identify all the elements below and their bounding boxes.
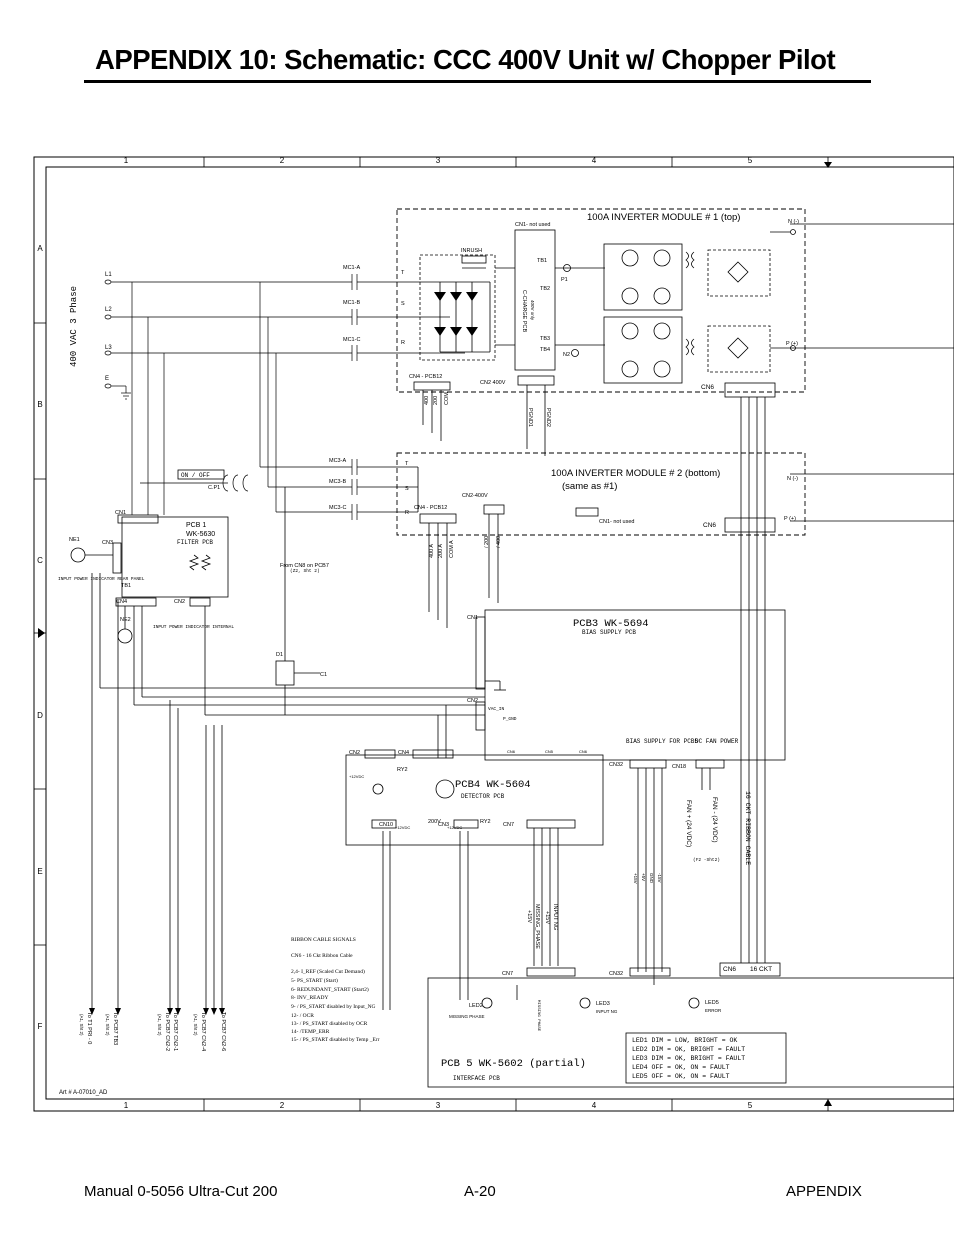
cp1-label: C.P1 (208, 485, 221, 491)
pcb4-cn10: CN10 (379, 822, 394, 828)
destination-label: To PCB7 CN2-4 (200, 1012, 206, 1052)
grid-col-label: 1 (123, 1101, 129, 1110)
page-title: APPENDIX 10: Schematic: CCC 400V Unit w/ Chopper Pilot (95, 44, 836, 75)
grid-col-label: 1 (123, 156, 129, 165)
pcb4-12v: +12VDC (447, 825, 463, 830)
pcb3-cn18: CN18 (672, 764, 687, 770)
ne1-note: INPUT POWER INDICATOR REAR PANEL (58, 577, 145, 582)
pcb3-cn32: CN32 (609, 762, 624, 768)
module2-title: 100A INVERTER MODULE # 2 (bottom) (551, 468, 721, 479)
art-number: Art # A-07010_AD (59, 1090, 108, 1096)
cn7-signal: INPUT NG (552, 904, 558, 931)
module1-outline (397, 209, 805, 392)
led-legend-row: LED1 DIM = LOW, BRIGHT = OK (632, 1037, 738, 1044)
pcb3-title: PCB3 WK-5694 (573, 618, 649, 630)
pcb1-tb1: TB1 (121, 583, 132, 589)
rail-label: +5V (641, 873, 646, 882)
destination-label: To PCB7 CN2-1 (172, 1012, 178, 1052)
pcb1-sub: FILTER PCB (177, 539, 214, 546)
pcb5-sub: INTERFACE PCB (453, 1075, 500, 1082)
grid-row-label: C (37, 556, 43, 565)
signals-subtitle: CN6 - 16 Ckt Ribbon Cable (291, 953, 353, 959)
vac-in-label: VAC_IN (488, 707, 505, 712)
signal-item: 6- REDUNDANT_START (Start2) (291, 987, 369, 993)
contactor-label: MC1-B (343, 300, 361, 306)
destination-label: To T1 PRI - 0 (86, 1012, 92, 1045)
signal-item: 2,4- I_REF (Scaled Cut Demand) (291, 969, 365, 975)
module1-cn6: CN6 (701, 384, 715, 391)
pgnd-label: P_GND (503, 717, 517, 722)
destination-label: To PCB7 TB3 (112, 1012, 118, 1046)
phase-label: T (401, 270, 405, 276)
pcb1-circuit (71, 470, 485, 1010)
grid-row-label: D (37, 711, 43, 720)
tap-label: COM A (449, 540, 455, 558)
signal-item: 9- / PS_START disabled by Input_NG (291, 1004, 376, 1010)
pcb3-cn1: CN1 (467, 615, 479, 621)
signal-item: 8- INV_READY (291, 995, 329, 1001)
fan-ref: (F2 -Sht2) (693, 858, 721, 863)
pcb1-cn4: CN4 (116, 599, 128, 605)
module1-p-terminal: P (+) (786, 341, 798, 347)
pcb3-cn-small: CN6 (579, 749, 588, 754)
pcb4-12v: +12VDC (395, 825, 411, 830)
cn7-signal: +15V (526, 910, 532, 923)
c1-label: C1 (320, 672, 328, 678)
pcb1-cn2: CN2 (174, 599, 186, 605)
pcb4-cn7: CN7 (503, 822, 515, 828)
module1-cn2: CN2 400V (480, 380, 506, 386)
pcb3-cn2: CN2 (467, 698, 479, 704)
grid-col-label: 5 (747, 156, 753, 165)
pcb3-cn-small: CN5 (545, 749, 554, 754)
pcb5-note: MISSING PHASE (536, 1000, 540, 1032)
pgnd-label: PGND1 (527, 408, 533, 427)
phase-label: S (401, 301, 405, 307)
pcb4-ry2b: RY2 (480, 819, 491, 825)
pcb3-circuit (476, 610, 785, 985)
module1-n-terminal: N (-) (788, 219, 799, 225)
pcb1-cn3: CN3 (102, 540, 114, 546)
grid-col-label: 5 (747, 1101, 753, 1110)
module1-tb4: TB4 (540, 347, 551, 353)
led-legend-row: LED3 DIM = OK, BRIGHT = FAULT (632, 1055, 746, 1062)
charge-pcb-sub: 400V only (530, 300, 535, 321)
frame-outer (34, 157, 954, 1111)
from-cn8-label: From CN8 on PCB7 (280, 563, 329, 569)
contactor-label: MC1-A (343, 265, 361, 271)
pgnd-label: PGND2 (545, 408, 551, 427)
onoff-label: ON / OFF (181, 472, 210, 479)
grid-col-label: 2 (279, 156, 285, 165)
module2-cn1: CN1- not used (599, 519, 635, 525)
module1-tb2: TB2 (540, 286, 551, 292)
module1-n2: N2 (563, 352, 571, 358)
pcb4-sub: DETECTOR PCB (461, 793, 505, 800)
tap-label: / 200 (484, 535, 490, 548)
signal-item: 13- / PS_START disabled by OCR (291, 1021, 368, 1027)
tap-label: 400 A (429, 543, 435, 558)
d1-label: D1 (276, 652, 284, 658)
grid-ticks (34, 157, 828, 1111)
ne2-label: NE2 (120, 617, 131, 623)
cn7-signal: MISSING_PHASE (534, 904, 540, 949)
destination-sub: (A1, Sht 2) (193, 1014, 198, 1036)
destination-label: To PCB7 CN2-6 (220, 1012, 226, 1052)
module1-cn1: CN1- not used (515, 222, 551, 228)
line-label-l3: L3 (105, 345, 112, 351)
grid-row-label: F (37, 1022, 43, 1031)
ne1-label: NE1 (69, 537, 80, 543)
frame-inner (46, 167, 954, 1099)
phase-label: R (405, 510, 409, 516)
grid-row-label: E (37, 867, 43, 876)
module1-title: 100A INVERTER MODULE # 1 (top) (587, 212, 741, 223)
ribbon-ckt: 16 CKT (750, 966, 773, 973)
line-label-l1: L1 (105, 272, 112, 278)
ribbon-cn6: CN6 (723, 966, 737, 973)
led5-label: LED5 (705, 1000, 719, 1006)
module1-cn4: CN4 - PCB12 (409, 374, 443, 380)
pcb4-circuit (346, 705, 603, 1010)
led2-sub: MISSING PHASE (449, 1014, 485, 1019)
pcb1-title: PCB 1 (186, 522, 207, 529)
tap-label: 200 A (438, 543, 444, 558)
inrush-label: INRUSH (461, 248, 483, 254)
pcb4-12v: +12VDC (349, 774, 365, 779)
pcb4-200v: 200V (428, 819, 441, 825)
fan-minus-label: FAN - (24 VDC) (711, 797, 718, 843)
grid-col-label: 4 (591, 1101, 597, 1110)
signal-item: 14- /TEMP_ERR (291, 1029, 330, 1035)
grid-col-label: 4 (591, 156, 597, 165)
signal-item: 5- PS_START (Start) (291, 978, 338, 984)
fan-plus-label: FAN + (24 VDC) (685, 800, 692, 848)
line-label-l2: L2 (105, 307, 112, 313)
ne2-note: INPUT POWER INDICATOR INTERNAL (153, 625, 235, 630)
pcb4-ry2: RY2 (397, 767, 408, 773)
contactor-label: MC3-C (329, 505, 347, 511)
destination-sub: (A1, Sht 2) (79, 1014, 84, 1036)
rail-label: -15V (657, 873, 662, 883)
rail-label: GND (649, 873, 654, 883)
module1-circuit (414, 230, 796, 964)
bias-note: BIAS SUPPLY FOR PCB5 (626, 738, 699, 745)
from-cn8-sub: (Z2, Sht 2) (290, 569, 320, 574)
module2-circuit (418, 224, 954, 628)
contactor-label: MC3-A (329, 458, 347, 464)
module2-subtitle: (same as #1) (562, 481, 618, 492)
led3-sub: INPUT NG (596, 1009, 618, 1014)
signals-title: RIBBON CABLE SIGNALS (291, 937, 356, 943)
footer-manual: Manual 0-5056 Ultra-Cut 200 (84, 1183, 278, 1200)
grid-col-label: 3 (435, 1101, 441, 1110)
input-voltage-label: 400 VAC 3 Phase (69, 285, 79, 367)
phase-label: R (401, 340, 405, 346)
cn7-signal: +15V (544, 911, 550, 924)
signal-item: 12- / OCR (291, 1013, 314, 1019)
module2-cn2: CN2-400V (462, 493, 488, 499)
grid-row-label: B (37, 400, 43, 409)
signal-item: 15- / PS_START disabled by Temp _Err (291, 1037, 380, 1043)
grid-col-label: 3 (435, 156, 441, 165)
led-legend-row: LED5 OFF = OK, ON = FAULT (632, 1073, 730, 1080)
destination-label: To PCB7 CN2-2 (164, 1012, 170, 1052)
module1-tb1: TB1 (537, 258, 548, 264)
contactor-label: MC3-B (329, 479, 347, 485)
pcb4-cn3: CN3 (438, 822, 450, 828)
pcb1-part: WK-5630 (186, 531, 216, 538)
tap-label: COM (444, 392, 450, 405)
led5-sub: ERROR (705, 1008, 722, 1013)
pcb4-cn2: CN2 (349, 750, 361, 756)
pcb5-cn7: CN7 (502, 971, 514, 977)
module2-cn6: CN6 (703, 522, 717, 529)
pcb1-cn1: CN1 (115, 510, 127, 516)
destination-sub: (A1, Sht 2) (105, 1014, 110, 1036)
led3-label: LED3 (596, 1001, 610, 1007)
module1-tb3: TB3 (540, 336, 551, 342)
charge-pcb-label: C-CHARGE PCB (521, 290, 527, 333)
module2-p-terminal: P (+) (784, 516, 796, 522)
led2-label: LED2 (469, 1003, 483, 1009)
grid-row-label: A (37, 244, 43, 253)
pcb4-cn4: CN4 (398, 750, 410, 756)
led-legend-row: LED4 OFF = OK, ON = FAULT (632, 1064, 730, 1071)
phase-label: S (405, 486, 409, 492)
module2-cn4: CN4 - PCB12 (414, 505, 448, 511)
destination-sub: (A1, Sht 2) (157, 1014, 162, 1036)
pcb4-title: PCB4 WK-5604 (455, 779, 531, 791)
line-label-e: E (105, 376, 110, 382)
footer-section: APPENDIX (786, 1183, 862, 1200)
grid-col-label: 2 (279, 1101, 285, 1110)
pcb5-title: PCB 5 WK-5602 (partial) (441, 1058, 586, 1070)
ribbon-label: 16 CKT RIBBON CABLE (744, 791, 751, 866)
led-legend-row: LED2 DIM = OK, BRIGHT = FAULT (632, 1046, 746, 1053)
tap-label: 400 (424, 395, 430, 405)
footer-page: A-20 (464, 1183, 496, 1200)
tap-label: / 400 (496, 535, 502, 548)
rail-label: +15V (633, 873, 638, 884)
pcb5-cn32: CN32 (609, 971, 624, 977)
phase-label: T (405, 461, 409, 467)
module2-n-terminal: N (-) (787, 476, 798, 482)
module1-p1: P1 (561, 277, 568, 283)
tap-label: 200 (433, 395, 439, 405)
fan-note: DC FAN POWER (695, 738, 739, 745)
pcb3-sub: BIAS SUPPLY PCB (582, 629, 637, 636)
contactor-label: MC1-C (343, 337, 361, 343)
grid-arrows (38, 162, 832, 1106)
pcb3-cn-small: CN6 (507, 749, 516, 754)
